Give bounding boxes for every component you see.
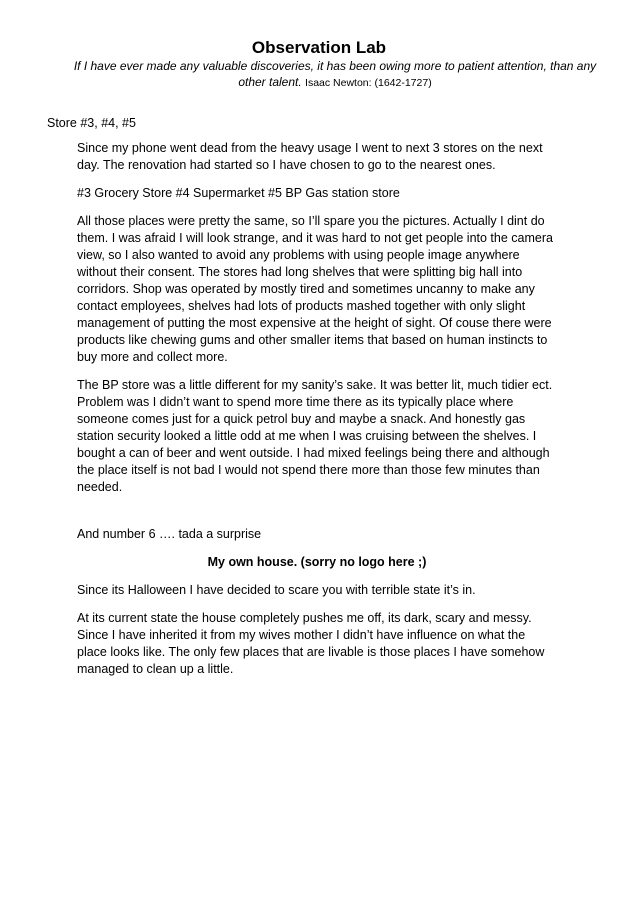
paragraph-house-state: At its current state the house completely pushes me off, its dark, scary and messy. Since I have inherited it from my wives mother I didn’t have influence on what the place looks like. The only few places that are livable is those places I have somehow managed to clean up a little. <box>77 611 545 676</box>
paragraph-halloween: Since its Halloween I have decided to scare you with terrible state it’s in. <box>77 583 476 597</box>
paragraph-phone-dead: Since my phone went dead from the heavy usage I went to next 3 stores on the next day. The renovation had started so I have chosen to go to the nearest ones. <box>77 141 543 172</box>
document-title: Observation Lab <box>251 38 387 57</box>
document-body <box>77 140 557 689</box>
paragraph-stores-description: All those places were pretty the same, so I’ll spare you the pictures. Actually I dint do them. I was afraid I will look strange, and it was hard to not get people into the camera view, so I also wanted to avoid any problems with using people image anywhere without their consent. The stores had long shelves that were splitting big hall into corridors. Shop was operated by mostly tired and sometimes uncanny to make any contact employees, shelves had lots of products mashed together with only slight management of putting the most expensive at the height of sight. Of couse there were products like chewing gums and other smaller items that based on human instincts to buy more and collect more. <box>77 214 553 364</box>
quote-author: Isaac Newton: (1642-1727) <box>305 77 432 89</box>
paragraph-own-house-heading: My own house. (sorry no logo here ;) <box>207 555 427 569</box>
section-heading: Store #3, #4, #5 <box>47 116 136 130</box>
quote-text: If I have ever made any valuable discoveries, it has been owing more to patient attention, than any other talent. <box>73 59 597 89</box>
paragraph-store-list: #3 Grocery Store #4 Supermarket #5 BP Gas station store <box>77 186 400 200</box>
paragraph-number-six: And number 6 …. tada a surprise <box>77 527 262 541</box>
epigraph-quote <box>70 58 600 91</box>
paragraph-bp-store: The BP store was a little different for my sanity’s sake. It was better lit, much tidier ect. Problem was I didn’t want to spend more time there as its typically place where someone comes just for a quick petrol buy and maybe a snack. And honestly gas station security looked a little odd at me when I was cruising between the shelves. I bought a can of beer and went outside. I had mixed feelings being there and although the place itself is not bad I would not spend there more than those few minutes than needed. <box>77 378 553 494</box>
